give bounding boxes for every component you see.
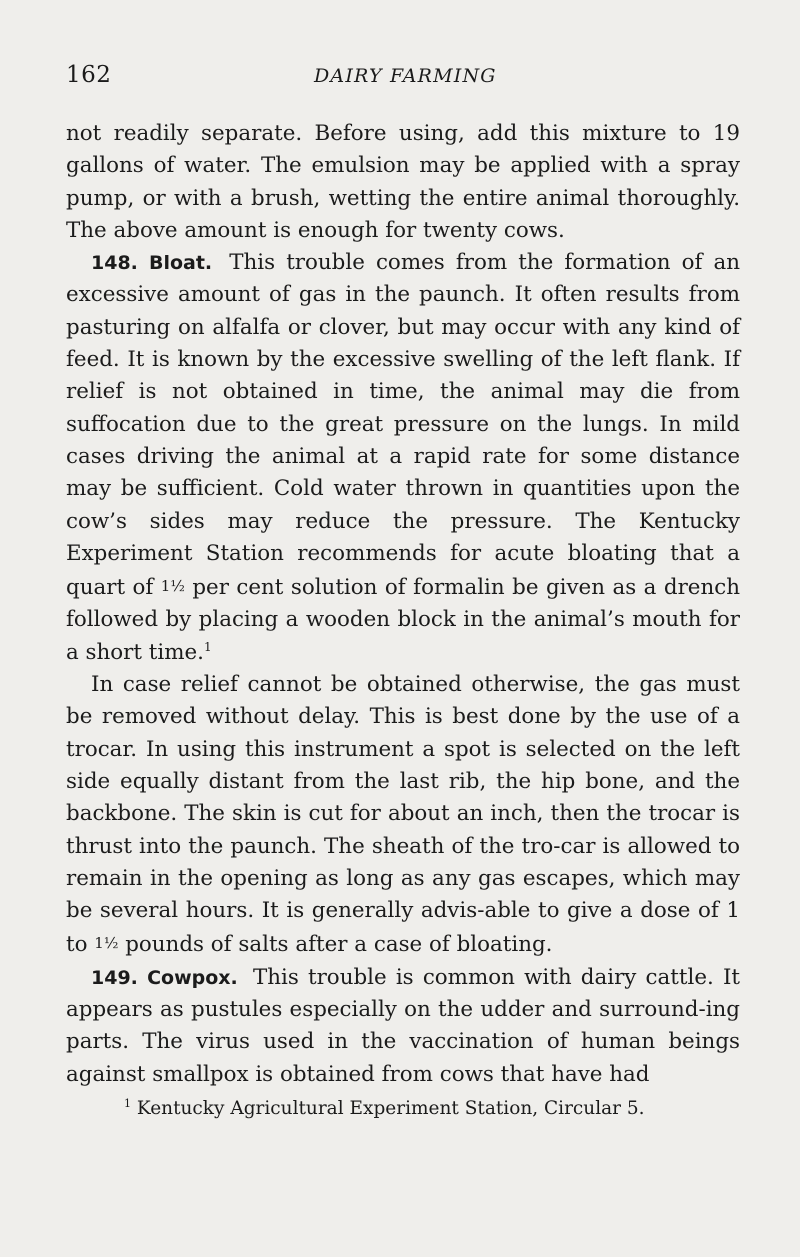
paragraph-continued: not readily separate. Before using, add this mixture to 19 gallons of water. The emulsion may be applied with a spray pump, or with a brush, wetting the entire animal thoroughly. The above amount is enough for twenty cows.: [66, 121, 740, 243]
footnote-marker: 1: [124, 1096, 131, 1110]
footnote: [66, 1097, 740, 1121]
section-number: 148.: [91, 252, 138, 275]
running-head: DAIRY FARMING: [314, 65, 497, 87]
section-title: Bloat.: [148, 252, 213, 275]
section-148: [66, 247, 740, 669]
fraction: 1½: [94, 934, 119, 953]
page-header: [66, 60, 740, 100]
section-title: Cowpox.: [147, 966, 238, 989]
paragraph-trocar: [66, 669, 740, 962]
book-page: [66, 60, 740, 1121]
section-number: 149.: [91, 966, 138, 989]
body-text: [66, 118, 740, 1091]
footnote-reference: 1: [203, 639, 212, 654]
section-text: This trouble is common with dairy cattle. It appears as pustules especially on the udder and surround-ing parts. The virus used in the vaccination of human beings against smallpox is obtained from cows that have had: [66, 964, 740, 1087]
page-number: 162: [66, 62, 112, 88]
paragraph-text: pounds of salts after a case of bloating.: [125, 932, 553, 958]
fraction: 1½: [160, 577, 185, 596]
section-text: per cent solution of formalin be given as a drench followed by placing a wooden block in the animal’s mouth for a short time.: [66, 575, 740, 665]
section-text: This trouble comes from the formation of an excessive amount of gas in the paunch. It often results from pasturing on alfalfa or clover, but may occur with any kind of feed. It is known by the excessive swelling of the left flank. If relief is not obtained in time, the animal may die from suffocation due to the great pressure on the lungs. In mild cases driving the animal at a rapid rate for some distance may be sufficient. Cold water thrown in quantities upon the cow’s sides may reduce the pressure. The Kentucky Experiment Station recommends for acute bloating that a quart of: [66, 250, 740, 601]
section-149: [66, 962, 740, 1091]
paragraph-text: In case relief cannot be obtained otherwise, the gas must be removed without delay. This is best done by the use of a trocar. In using this instrument a spot is selected on the left side equally distant from the last rib, the hip bone, and the backbone. The skin is cut for about an inch, then the trocar is thrust into the paunch. The sheath of the tro-car is allowed to remain in the opening as long as any gas escapes, which may be several hours. It is generally advis-able to give a dose of 1 to: [66, 672, 740, 958]
footnote-text: Kentucky Agricultural Experiment Station, Circular 5.: [136, 1097, 645, 1119]
